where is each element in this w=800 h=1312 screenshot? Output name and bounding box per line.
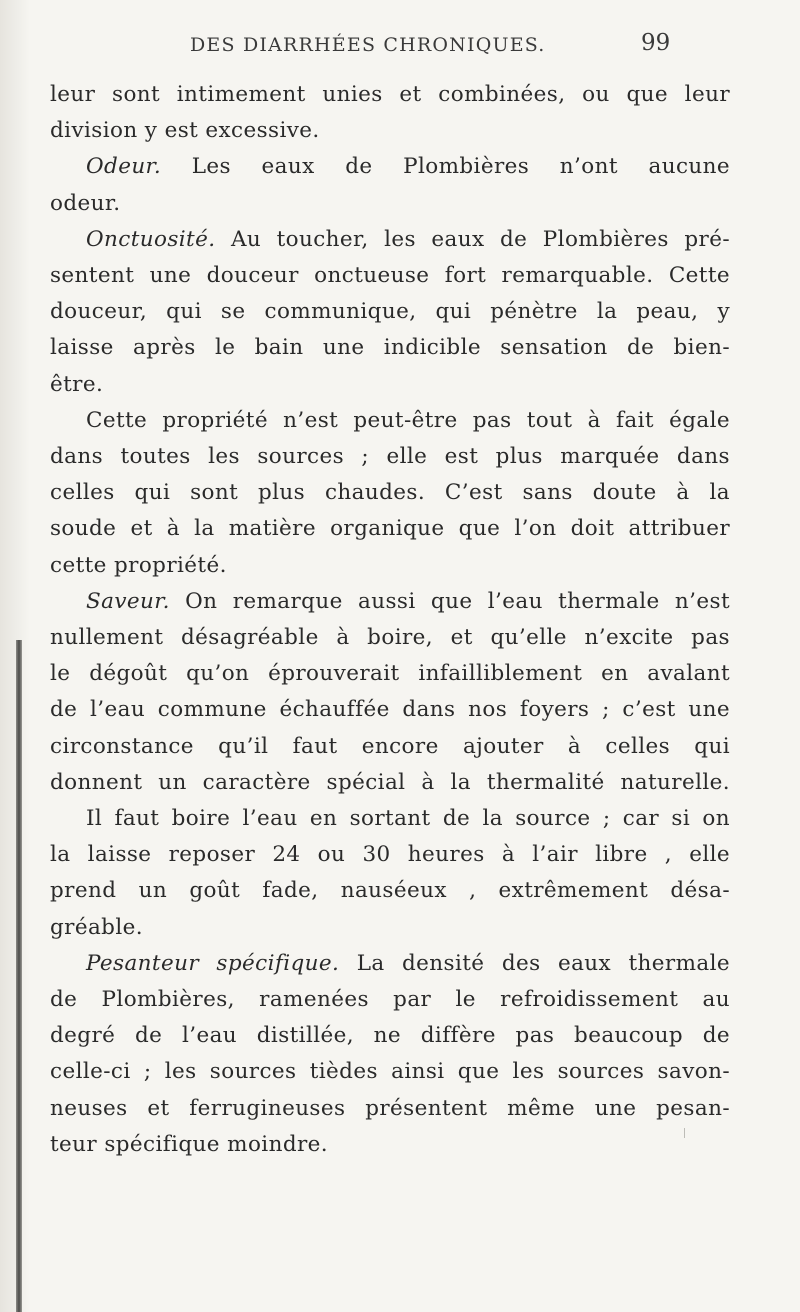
text-line [86, 152, 730, 182]
line-text: soude et à la matière organique que l’on doit attribuer [50, 516, 730, 542]
line-text: nullement désagréable à boire, et qu’elle n’excite pas [50, 625, 730, 650]
line-text: cette propriété. [50, 552, 227, 578]
text-line [50, 732, 730, 762]
line-text: Au toucher, les eaux de Plombières pré- [215, 226, 730, 252]
text-line [50, 116, 730, 146]
section-label: Saveur. [86, 588, 170, 614]
text-line [50, 1130, 730, 1160]
section-label: Odeur. [86, 154, 162, 180]
line-text: celle-ci ; les sources tièdes ainsi que les sources savon- [50, 1059, 730, 1085]
line-text: douceur, qui se communique, qui pénètre la peau, y [50, 299, 730, 325]
text-line [50, 623, 730, 653]
page-number: 99 [641, 30, 671, 56]
text-line [50, 478, 730, 508]
text-line [86, 225, 730, 255]
line-text: teur spécifique moindre. [50, 1131, 329, 1157]
text-line [50, 768, 730, 798]
line-text: division y est excessive. [50, 118, 320, 144]
section-label: Onctuosité. [86, 226, 216, 252]
text-line [50, 514, 730, 544]
page-binding-shadow [0, 0, 30, 1312]
text-line [50, 1094, 730, 1124]
line-text: la laisse reposer 24 ou 30 heures à l’air libre , elle [50, 842, 730, 868]
text-line [50, 1057, 730, 1087]
running-title: DES DIARRHÉES CHRONIQUES. [190, 34, 546, 56]
section-label: Pesanteur spécifique. [86, 950, 340, 976]
text-line [50, 80, 730, 110]
line-text: de l’eau commune échauffée dans nos foyers ; c’est une [50, 697, 730, 723]
text-line [50, 659, 730, 689]
text-line [50, 261, 730, 291]
text-line [50, 1021, 730, 1051]
text-line [50, 370, 730, 400]
text-line [50, 297, 730, 327]
line-text: Cette propriété n’est peut-être pas tout à fait égale [86, 407, 730, 433]
text-line [86, 804, 730, 834]
line-text: être. [50, 371, 104, 397]
line-text: On remarque aussi que l’eau thermale n’est [169, 588, 730, 614]
page-mark [684, 1128, 688, 1138]
line-text: prend un goût fade, nauséeux , extrêmement désa- [50, 878, 730, 904]
line-text: celles qui sont plus chaudes. C’est sans doute à la [50, 480, 730, 506]
line-text: Il faut boire l’eau en sortant de la source ; car si on [86, 806, 730, 831]
line-text: odeur. [50, 190, 121, 216]
line-text: neuses et ferrugineuses présentent même une pesan- [50, 1095, 730, 1121]
text-line [86, 587, 730, 617]
line-text: gréable. [50, 914, 143, 940]
text-line [50, 840, 730, 870]
line-text: donnent un caractère spécial à la thermalité naturelle. [50, 769, 730, 795]
line-text: de Plombières, ramenées par le refroidissement au [50, 987, 730, 1012]
text-line [86, 406, 730, 436]
text-line [50, 333, 730, 363]
text-line [50, 189, 730, 219]
line-text: le dégoût qu’on éprouverait infailliblement en avalant [50, 661, 730, 687]
text-line [50, 442, 730, 472]
text-line [50, 695, 730, 725]
line-text: sentent une douceur onctueuse fort remarquable. Cette [50, 263, 730, 288]
line-text: circonstance qu’il faut encore ajouter à celles qui [50, 733, 730, 759]
text-line [50, 876, 730, 906]
line-text: Les eaux de Plombières n’ont aucune [161, 154, 730, 180]
line-text: dans toutes les sources ; elle est plus marquée dans [50, 444, 730, 469]
line-text: laisse après le bain une indicible sensation de bien- [50, 335, 730, 361]
text-line [50, 551, 730, 581]
line-text: leur sont intimement unies et combinées, ou que leur [50, 82, 730, 107]
text-line [50, 913, 730, 943]
line-text: La densité des eaux thermale [339, 950, 730, 976]
running-header [0, 30, 800, 64]
page-binding-edge [16, 640, 22, 1312]
text-line [86, 949, 730, 979]
line-text: degré de l’eau distillée, ne diffère pas beaucoup de [50, 1023, 730, 1049]
text-line [50, 985, 730, 1015]
